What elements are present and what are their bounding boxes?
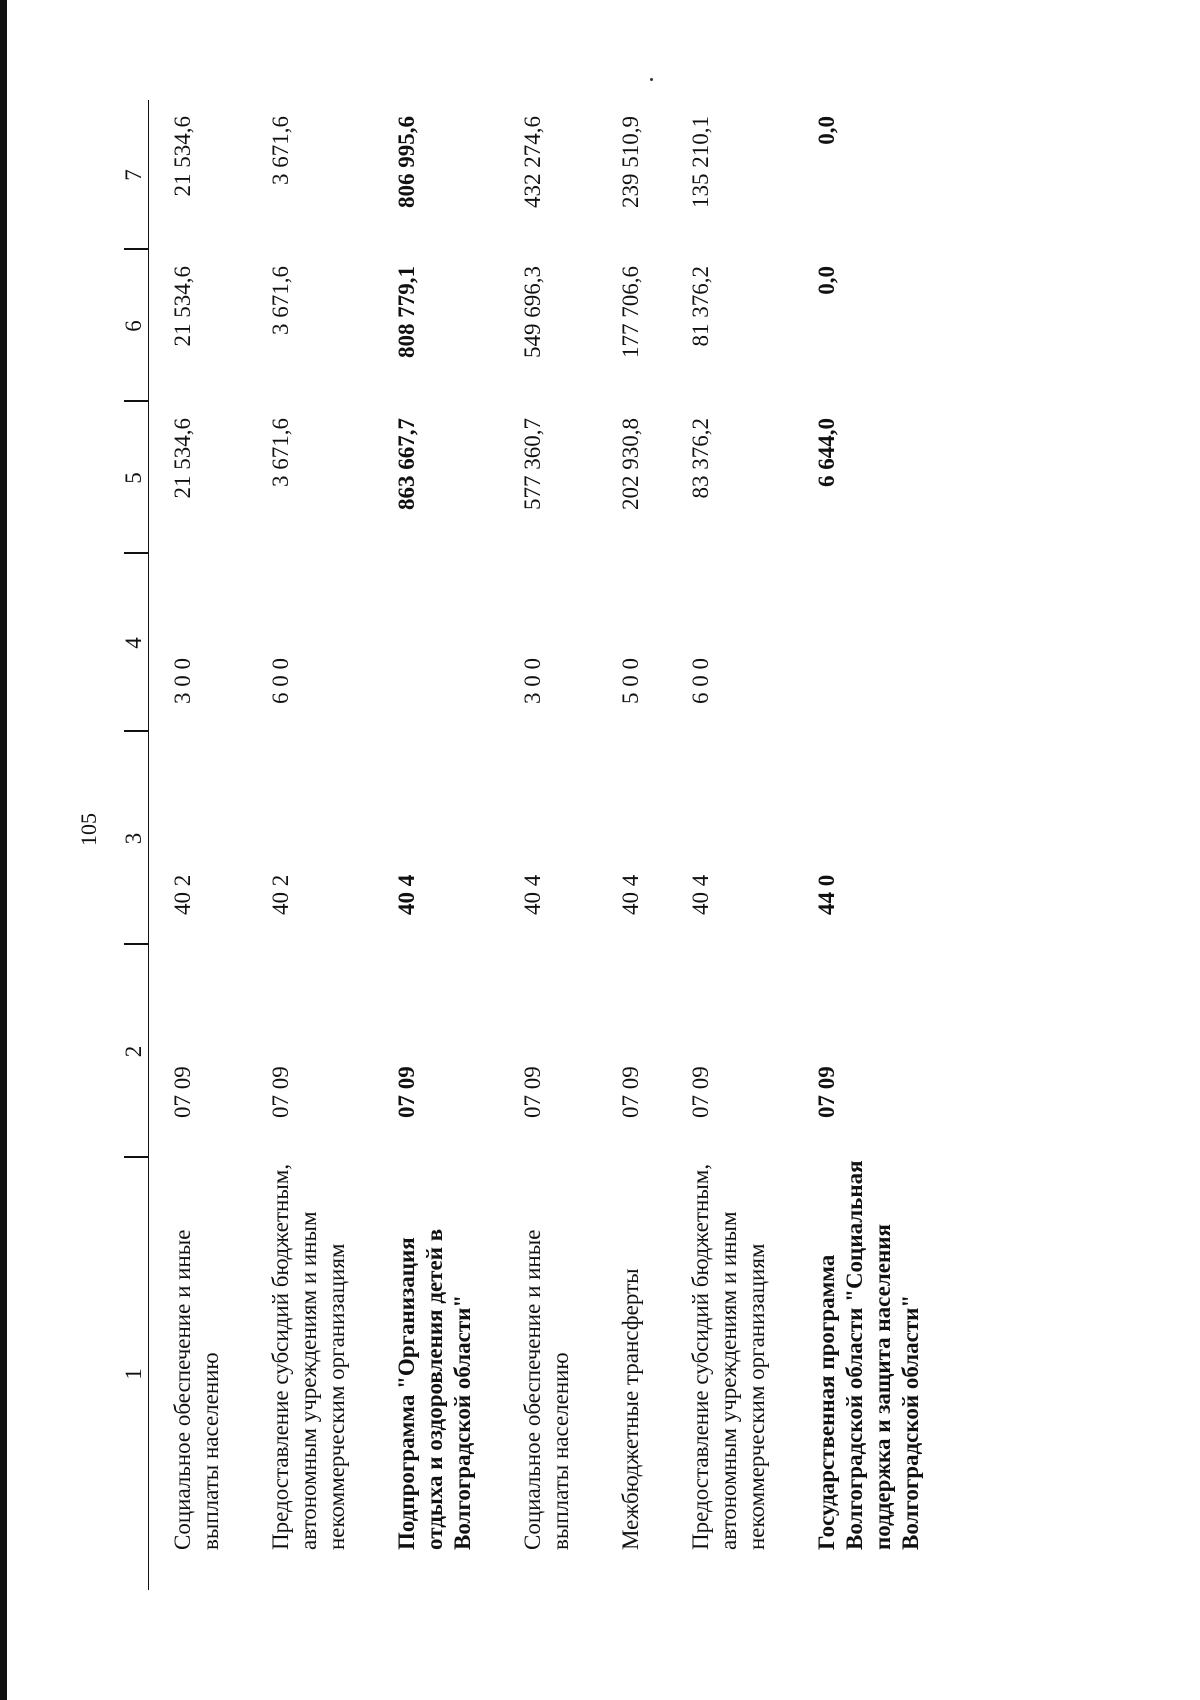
col-header-6: 6 [120, 250, 149, 402]
col-header-2: 2 [120, 945, 149, 1158]
cell-target: 40 4 [520, 874, 545, 915]
budget-table [120, 100, 947, 1590]
table-row [149, 100, 248, 1590]
cell-amount-7: 135 210,1 [688, 116, 713, 208]
scan-edge [0, 0, 7, 1700]
cell-amount-5: 863 667,7 [394, 418, 419, 510]
cell-name: Предоставление субсидий бюджетным, автономным учреждениям и иным некоммерческим организациям [268, 1163, 349, 1550]
cell-amount-5: 202 930,8 [618, 418, 643, 510]
cell-amount-5: 3 671,6 [268, 418, 293, 487]
table-row [373, 100, 499, 1590]
cell-amount-6: 81 376,2 [688, 266, 713, 347]
col-header-7: 7 [120, 100, 149, 250]
col-header-1: 1 [120, 1158, 149, 1590]
cell-section: 07 09 [268, 1066, 293, 1118]
cell-amount-5: 21 534,6 [170, 418, 195, 499]
cell-section: 07 09 [170, 1066, 195, 1118]
cell-name: Социальное обеспечение и иные выплаты населению [520, 1229, 573, 1550]
cell-amount-6: 177 706,6 [618, 266, 643, 358]
cell-amount-6: 0,0 [814, 266, 839, 295]
cell-target: 40 4 [618, 874, 643, 915]
cell-amount-6: 549 696,3 [520, 266, 545, 358]
cell-amount-5: 83 376,2 [688, 418, 713, 499]
cell-amount-7: 3 671,6 [268, 116, 293, 185]
cell-expense-type [373, 554, 499, 732]
cell-amount-7: 432 274,6 [520, 116, 545, 208]
cell-section: 07 09 [688, 1066, 713, 1118]
table-row [597, 100, 667, 1590]
cell-amount-5: 577 360,7 [520, 418, 545, 510]
cell-amount-7: 0,0 [814, 116, 839, 145]
col-header-3: 3 [120, 732, 149, 945]
cell-amount-7: 21 534,6 [170, 116, 195, 197]
cell-section: 07 09 [814, 1066, 839, 1118]
cell-name: Подпрограмма "Организация отдыха и оздоровления детей в Волгоградской области" [394, 1228, 475, 1550]
page-number: 105 [76, 813, 101, 846]
cell-expense-type: 6 0 0 [268, 658, 293, 704]
cell-name: Социальное обеспечение и иные выплаты населению [170, 1229, 223, 1550]
table-row [793, 100, 947, 1590]
cell-target: 40 4 [688, 874, 713, 915]
table-body [149, 100, 948, 1590]
cell-amount-6: 808 779,1 [394, 266, 419, 358]
table-row [499, 100, 597, 1590]
cell-name: Государственная программа Волгоградской области "Социальная поддержка и защита населения Волгоградской области" [814, 1160, 923, 1550]
cell-amount-5: 6 644,0 [814, 418, 839, 487]
col-header-5: 5 [120, 402, 149, 554]
cell-amount-7: 239 510,9 [618, 116, 643, 208]
table-row [247, 100, 373, 1590]
cell-expense-type: 3 0 0 [520, 658, 545, 704]
cell-section: 07 09 [394, 1066, 419, 1118]
cell-expense-type: 3 0 0 [170, 658, 195, 704]
cell-expense-type: 5 0 0 [618, 658, 643, 704]
cell-section: 07 09 [618, 1066, 643, 1118]
cell-amount-6: 3 671,6 [268, 266, 293, 335]
cell-section: 07 09 [520, 1066, 545, 1118]
header-row [120, 100, 149, 1590]
cell-amount-7: 806 995,6 [394, 116, 419, 208]
col-header-4: 4 [120, 554, 149, 732]
cell-target: 40 4 [394, 874, 419, 915]
scan-speck [650, 78, 653, 81]
rotated-page [120, 100, 1020, 1590]
cell-expense-type: 6 0 0 [688, 658, 713, 704]
cell-amount-6: 21 534,6 [170, 266, 195, 347]
cell-target: 40 2 [170, 874, 195, 915]
cell-target: 40 2 [268, 874, 293, 915]
cell-name: Межбюджетные трансферты [618, 1268, 643, 1550]
cell-name: Предоставление субсидий бюджетным, автономным учреждениям и иным некоммерческим организациям [688, 1163, 769, 1550]
cell-expense-type [793, 554, 947, 732]
table-row [667, 100, 793, 1590]
cell-target: 44 0 [814, 874, 839, 915]
